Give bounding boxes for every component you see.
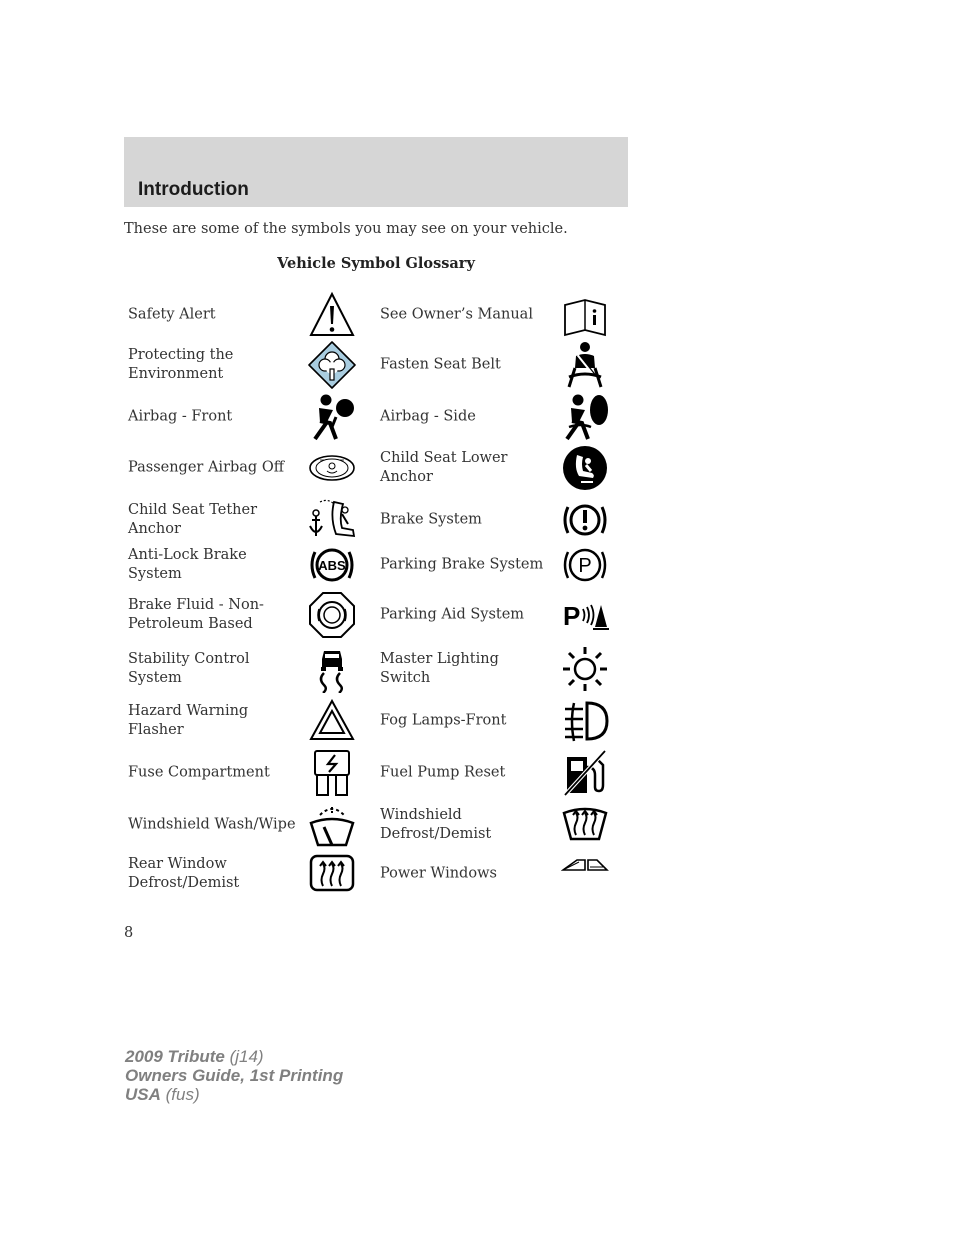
section-header: [124, 137, 628, 207]
intro-text: These are some of the symbols you may see on your vehicle.: [124, 221, 568, 237]
footer-market-code: (fus): [165, 1085, 200, 1104]
svg-text:P: P: [578, 555, 592, 577]
warning-triangle-icon: [308, 291, 356, 339]
symbol-label: Hazard Warning Flasher: [128, 703, 249, 738]
child-seat-lower-anchor-icon: [561, 444, 609, 492]
airbag-side-icon: [561, 393, 609, 441]
symbol-label: See Owner’s Manual: [380, 306, 533, 323]
footer-market: USA: [125, 1085, 161, 1104]
symbol-label: Passenger Airbag Off: [128, 459, 285, 476]
fog-lamps-icon: [561, 697, 609, 745]
symbol-label: Fasten Seat Belt: [380, 356, 501, 373]
footer-model: 2009 Tribute: [125, 1047, 225, 1066]
symbol-label: Brake System: [380, 511, 482, 528]
footer-imprint: [125, 1047, 343, 1104]
symbol-label: Power Windows: [380, 865, 497, 882]
passenger-airbag-off-icon: [308, 444, 356, 492]
symbol-label: Anti-Lock Brake System: [128, 547, 247, 582]
svg-text:P: P: [563, 601, 581, 631]
symbol-label: Fog Lamps-Front: [380, 712, 507, 729]
owners-manual-icon: [561, 291, 609, 339]
symbol-label: Child Seat Lower Anchor: [380, 450, 508, 485]
symbol-label: Airbag - Front: [128, 408, 233, 425]
symbol-label: Stability Control System: [128, 651, 250, 686]
footer-line-2: [125, 1066, 343, 1085]
parking-aid-icon: [561, 591, 609, 639]
master-lighting-icon: [561, 645, 609, 693]
symbol-label: Safety Alert: [128, 306, 216, 323]
hazard-warning-icon: [308, 697, 356, 745]
brake-system-icon: [561, 496, 609, 544]
symbol-label: Airbag - Side: [380, 408, 476, 425]
symbol-label: Protecting the Environment: [128, 347, 234, 382]
child-seat-tether-anchor-icon: [308, 496, 356, 544]
seat-belt-icon: [561, 341, 609, 389]
footer-printing: Owners Guide, 1st Printing: [125, 1066, 344, 1085]
airbag-front-icon: [308, 393, 356, 441]
abs-icon: [308, 541, 356, 589]
symbol-label: Brake Fluid - Non-Petroleum Based: [128, 597, 264, 632]
footer-line-1: [125, 1047, 343, 1066]
symbol-label: Parking Aid System: [380, 606, 525, 623]
symbol-label: Fuel Pump Reset: [380, 764, 506, 781]
footer-line-3: [125, 1085, 343, 1104]
symbol-label: Fuse Compartment: [128, 764, 270, 781]
fuel-pump-reset-icon: [561, 749, 609, 797]
brake-fluid-icon: [308, 591, 356, 639]
environment-tree-icon: [308, 341, 356, 389]
parking-brake-icon: [561, 541, 609, 589]
windshield-wash-wipe-icon: [308, 801, 356, 849]
symbol-label: Parking Brake System: [380, 556, 544, 573]
windshield-defrost-icon: [561, 801, 609, 849]
symbol-label: Windshield Defrost/Demist: [380, 807, 492, 842]
symbol-label: Master Lighting Switch: [380, 651, 499, 686]
symbol-label: Windshield Wash/Wipe: [128, 816, 296, 833]
footer-model-code: (j14): [229, 1047, 264, 1066]
glossary-title: Vehicle Symbol Glossary: [277, 255, 475, 272]
page-number: 8: [124, 925, 134, 941]
rear-window-defrost-icon: [308, 850, 356, 898]
stability-control-icon: [308, 645, 356, 693]
symbol-label: Rear Window Defrost/Demist: [128, 856, 240, 891]
power-windows-icon: [561, 850, 609, 898]
symbol-label: Child Seat Tether Anchor: [128, 502, 257, 537]
fuse-icon: [308, 749, 356, 797]
section-title: Introduction: [138, 179, 249, 200]
svg-text:ABS: ABS: [318, 558, 346, 573]
